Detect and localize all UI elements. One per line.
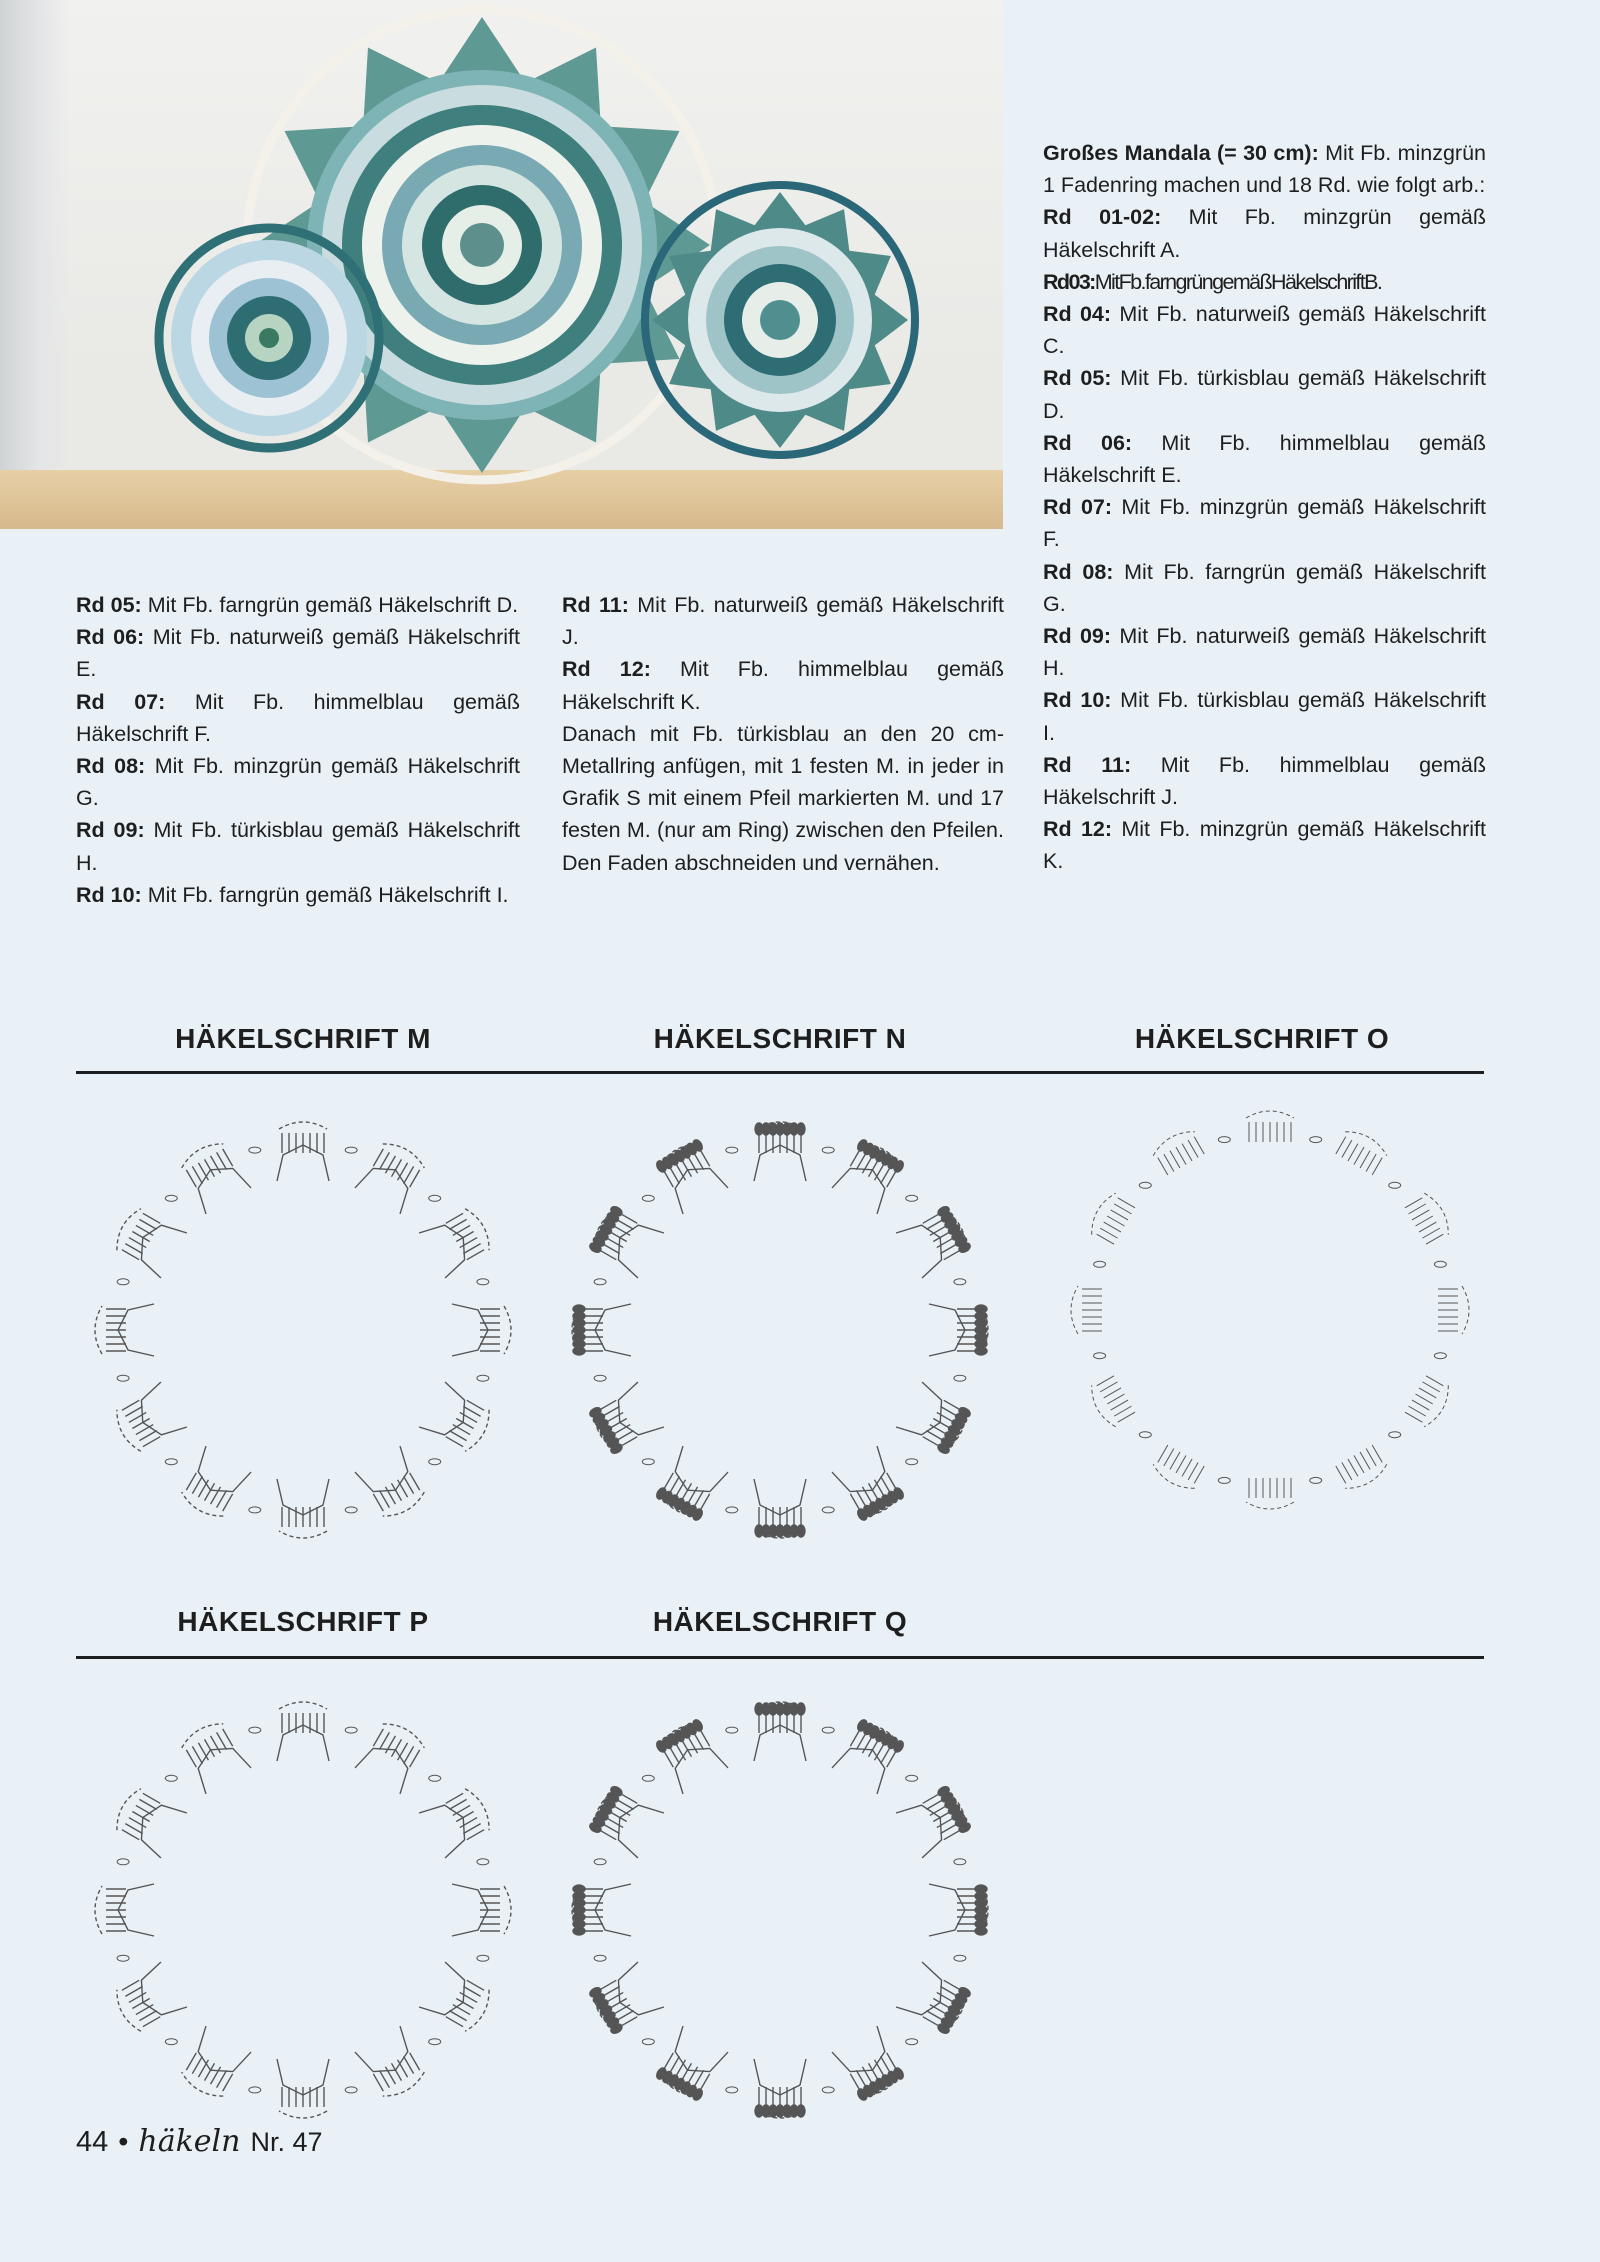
small-mandala bbox=[159, 228, 379, 448]
instruction-row: Rd 11: Mit Fb. naturweiß gemäß Häkelschrift J. bbox=[562, 593, 1004, 650]
stitch-motif bbox=[832, 1717, 907, 1794]
instruction-row: Rd 08: Mit Fb. farngrün gemäß Häkelschrift G. bbox=[1043, 559, 1486, 616]
chain-stitch bbox=[1310, 1137, 1322, 1143]
chain-stitch bbox=[1389, 1432, 1401, 1438]
instruction-row: Rd 10: Mit Fb. türkisblau gemäß Häkelschrift I. bbox=[1043, 688, 1486, 745]
page-number: 44 bbox=[76, 2126, 109, 2158]
stitch-motif bbox=[1150, 1126, 1207, 1177]
chain-stitch bbox=[954, 1279, 966, 1285]
stitch-motif bbox=[896, 1203, 973, 1278]
stitch-motif bbox=[929, 1884, 988, 1936]
instruction-row: Rd 04: Mit Fb. naturweiß gemäß Häkelschrift C. bbox=[1043, 302, 1486, 359]
instruction-row: Rd 05: Mit Fb. türkisblau gemäß Häkelschrift D. bbox=[1043, 366, 1486, 423]
stitch-motif bbox=[419, 1783, 496, 1858]
stitch-motif bbox=[572, 1304, 631, 1356]
stitch-motif bbox=[110, 1382, 187, 1457]
chain-stitch bbox=[1434, 1353, 1446, 1359]
heading-chart-q: HÄKELSCHRIFT Q bbox=[652, 1606, 908, 1637]
crochet-chart-p bbox=[93, 1690, 513, 2130]
stitch-motif bbox=[587, 1962, 664, 2037]
chain-stitch bbox=[429, 2039, 441, 2045]
stitch-motif bbox=[176, 2026, 251, 2103]
chain-stitch bbox=[165, 1459, 177, 1465]
crochet-chart-m bbox=[93, 1110, 513, 1550]
stitch-motif bbox=[419, 1203, 496, 1278]
instruction-row: Rd 12: Mit Fb. minzgrün gemäß Häkelschrift K. bbox=[1043, 817, 1486, 874]
chain-stitch bbox=[822, 2087, 834, 2093]
stitch-motif bbox=[832, 1446, 907, 1523]
stitch-motif bbox=[653, 1137, 728, 1214]
issue-number: Nr. 47 bbox=[250, 2127, 323, 2157]
chain-stitch bbox=[345, 2087, 357, 2093]
mandala-illustration bbox=[0, 0, 1003, 529]
chain-stitch bbox=[165, 2039, 177, 2045]
chain-stitch bbox=[477, 1279, 489, 1285]
stitch-motif bbox=[176, 1137, 251, 1214]
instruction-row: Rd 09: Mit Fb. türkisblau gemäß Häkelschrift H. bbox=[76, 818, 520, 875]
chain-stitch bbox=[249, 2087, 261, 2093]
stitch-motif bbox=[355, 1446, 430, 1523]
stitch-motif bbox=[1086, 1190, 1137, 1247]
stitch-motif bbox=[110, 1783, 187, 1858]
chain-stitch bbox=[822, 1727, 834, 1733]
stitch-motif bbox=[1086, 1373, 1137, 1430]
stitch-motif bbox=[653, 1446, 728, 1523]
stitch-motif bbox=[832, 1137, 907, 1214]
chain-stitch bbox=[1434, 1261, 1446, 1267]
chain-stitch bbox=[429, 1459, 441, 1465]
stitch-motif bbox=[1071, 1286, 1102, 1334]
stitch-motif bbox=[95, 1884, 154, 1936]
stitch-motif bbox=[355, 2026, 430, 2103]
chain-stitch bbox=[594, 1375, 606, 1381]
chain-stitch bbox=[906, 1195, 918, 1201]
chain-stitch bbox=[1218, 1477, 1230, 1483]
stitch-motif bbox=[277, 2059, 329, 2118]
stitch-motif bbox=[110, 1203, 187, 1278]
chain-stitch bbox=[1094, 1353, 1106, 1359]
chain-stitch bbox=[594, 1859, 606, 1865]
stitch-motif bbox=[653, 1717, 728, 1794]
chain-stitch bbox=[726, 1147, 738, 1153]
instruction-row: Rd 05: Mit Fb. farngrün gemäß Häkelschrift D. bbox=[76, 593, 519, 617]
chain-stitch bbox=[906, 1459, 918, 1465]
stitch-motif bbox=[110, 1962, 187, 2037]
stitch-motif bbox=[452, 1884, 511, 1936]
right-column bbox=[1043, 137, 1486, 878]
stitch-motif bbox=[572, 1884, 631, 1936]
stitch-motif bbox=[419, 1962, 496, 2037]
chain-stitch bbox=[1218, 1137, 1230, 1143]
chain-stitch bbox=[642, 1459, 654, 1465]
chain-stitch bbox=[117, 1375, 129, 1381]
stitch-motif bbox=[754, 2059, 806, 2118]
chain-stitch bbox=[954, 1375, 966, 1381]
stitch-motif bbox=[452, 1304, 511, 1356]
left-column bbox=[76, 589, 520, 911]
chain-stitch bbox=[117, 1859, 129, 1865]
stitch-motif bbox=[832, 2026, 907, 2103]
stitch-motif bbox=[587, 1783, 664, 1858]
chain-stitch bbox=[345, 1727, 357, 1733]
stitch-motif bbox=[929, 1304, 988, 1356]
rule-top bbox=[76, 1071, 1484, 1074]
stitch-motif bbox=[1403, 1373, 1454, 1430]
stitch-motif bbox=[754, 1122, 806, 1181]
crochet-chart-q bbox=[570, 1690, 990, 2130]
finishing-paragraph: Danach mit Fb. türkisblau an den 20 cm-Metallring anfügen, mit 1 festen M. in jeder in Grafik S mit einem Pfeil markierten M. und 17 festen M. (nur am Ring) zwischen den Pfeilen. Den Faden abschneiden und vernähen. bbox=[562, 721, 1004, 875]
stitch-motif bbox=[587, 1382, 664, 1457]
stitch-motif bbox=[277, 1122, 329, 1181]
stitch-motif bbox=[277, 1479, 329, 1538]
stitch-motif bbox=[95, 1304, 154, 1356]
chain-stitch bbox=[822, 1507, 834, 1513]
chain-stitch bbox=[822, 1147, 834, 1153]
chain-stitch bbox=[165, 1195, 177, 1201]
instruction-row: Rd 06: Mit Fb. himmelblau gemäß Häkelschrift E. bbox=[1043, 430, 1486, 488]
stitch-motif bbox=[1333, 1443, 1390, 1494]
instruction-row: Rd 06: Mit Fb. naturweiß gemäß Häkelschrift E. bbox=[76, 625, 520, 682]
chain-stitch bbox=[429, 1775, 441, 1781]
stitch-motif bbox=[1246, 1478, 1294, 1509]
heading-chart-o: HÄKELSCHRIFT O bbox=[1134, 1023, 1390, 1054]
footer-bullet: • bbox=[118, 2126, 129, 2158]
chain-stitch bbox=[726, 1507, 738, 1513]
instruction-row: Rd 09: Mit Fb. naturweiß gemäß Häkelschrift H. bbox=[1043, 624, 1486, 681]
instruction-row: Rd 12: Mit Fb. himmelblau gemäß Häkelschrift K. bbox=[562, 657, 1004, 714]
chain-stitch bbox=[117, 1955, 129, 1961]
instruction-row: Rd 08: Mit Fb. minzgrün gemäß Häkelschrift G. bbox=[76, 754, 520, 811]
mandala-photo bbox=[0, 0, 1003, 529]
instruction-row: Rd 11: Mit Fb. himmelblau gemäß Häkelschrift J. bbox=[1043, 752, 1486, 810]
magazine-brand: häkeln bbox=[138, 2124, 241, 2159]
page-footer bbox=[76, 2124, 323, 2159]
instruction-row: Rd03:MitFb.farngrüngemäßHäkelschriftB. bbox=[1043, 269, 1382, 294]
chain-stitch bbox=[1389, 1182, 1401, 1188]
heading-chart-n: HÄKELSCHRIFT N bbox=[653, 1023, 907, 1054]
chain-stitch bbox=[477, 1955, 489, 1961]
stitch-motif bbox=[1403, 1190, 1454, 1247]
chain-stitch bbox=[249, 1507, 261, 1513]
heading-chart-m: HÄKELSCHRIFT M bbox=[175, 1023, 431, 1054]
stitch-motif bbox=[653, 2026, 728, 2103]
chain-stitch bbox=[345, 1507, 357, 1513]
rule-bottom bbox=[76, 1656, 1484, 1659]
instruction-row: Rd 07: Mit Fb. himmelblau gemäß Häkelschrift F. bbox=[76, 689, 520, 746]
chain-stitch bbox=[1139, 1432, 1151, 1438]
stitch-motif bbox=[587, 1203, 664, 1278]
stitch-motif bbox=[355, 1137, 430, 1214]
chain-stitch bbox=[906, 2039, 918, 2045]
medium-mandala bbox=[645, 185, 915, 455]
chain-stitch bbox=[594, 1955, 606, 1961]
crochet-chart-n bbox=[570, 1110, 990, 1550]
chain-stitch bbox=[477, 1375, 489, 1381]
chain-stitch bbox=[642, 1775, 654, 1781]
heading-chart-p: HÄKELSCHRIFT P bbox=[177, 1606, 429, 1637]
chain-stitch bbox=[165, 1775, 177, 1781]
chain-stitch bbox=[429, 1195, 441, 1201]
chain-stitch bbox=[117, 1279, 129, 1285]
stitch-motif bbox=[896, 1962, 973, 2037]
stitch-motif bbox=[1333, 1126, 1390, 1177]
chain-stitch bbox=[954, 1955, 966, 1961]
stitch-motif bbox=[277, 1702, 329, 1761]
chain-stitch bbox=[1310, 1477, 1322, 1483]
stitch-motif bbox=[754, 1702, 806, 1761]
stitch-motif bbox=[1246, 1111, 1294, 1142]
intro-paragraph: Großes Mandala (= 30 cm): Mit Fb. minzgrün 1 Fadenring machen und 18 Rd. wie folgt arb.: bbox=[1043, 141, 1486, 198]
stitch-motif bbox=[176, 1446, 251, 1523]
chain-stitch bbox=[594, 1279, 606, 1285]
stitch-motif bbox=[1150, 1443, 1207, 1494]
chain-stitch bbox=[477, 1859, 489, 1865]
chain-stitch bbox=[249, 1727, 261, 1733]
stitch-motif bbox=[355, 1717, 430, 1794]
chain-stitch bbox=[249, 1147, 261, 1153]
stitch-motif bbox=[896, 1382, 973, 1457]
chain-stitch bbox=[642, 2039, 654, 2045]
stitch-motif bbox=[1438, 1286, 1469, 1334]
chain-stitch bbox=[954, 1859, 966, 1865]
crochet-chart-o bbox=[1060, 1110, 1480, 1510]
stitch-motif bbox=[896, 1783, 973, 1858]
instruction-row: Rd 07: Mit Fb. minzgrün gemäß Häkelschrift F. bbox=[1043, 495, 1486, 552]
chain-stitch bbox=[1139, 1182, 1151, 1188]
stitch-motif bbox=[419, 1382, 496, 1457]
chain-stitch bbox=[1094, 1261, 1106, 1267]
stitch-motif bbox=[754, 1479, 806, 1538]
chain-stitch bbox=[726, 1727, 738, 1733]
chain-stitch bbox=[726, 2087, 738, 2093]
stitch-motif bbox=[176, 1717, 251, 1794]
chain-stitch bbox=[906, 1775, 918, 1781]
chain-stitch bbox=[642, 1195, 654, 1201]
middle-column bbox=[562, 589, 1004, 879]
chain-stitch bbox=[345, 1147, 357, 1153]
instruction-row: Rd 01-02: Mit Fb. minzgrün gemäß Häkelschrift A. bbox=[1043, 205, 1486, 262]
instruction-row: Rd 10: Mit Fb. farngrün gemäß Häkelschrift I. bbox=[76, 882, 509, 907]
